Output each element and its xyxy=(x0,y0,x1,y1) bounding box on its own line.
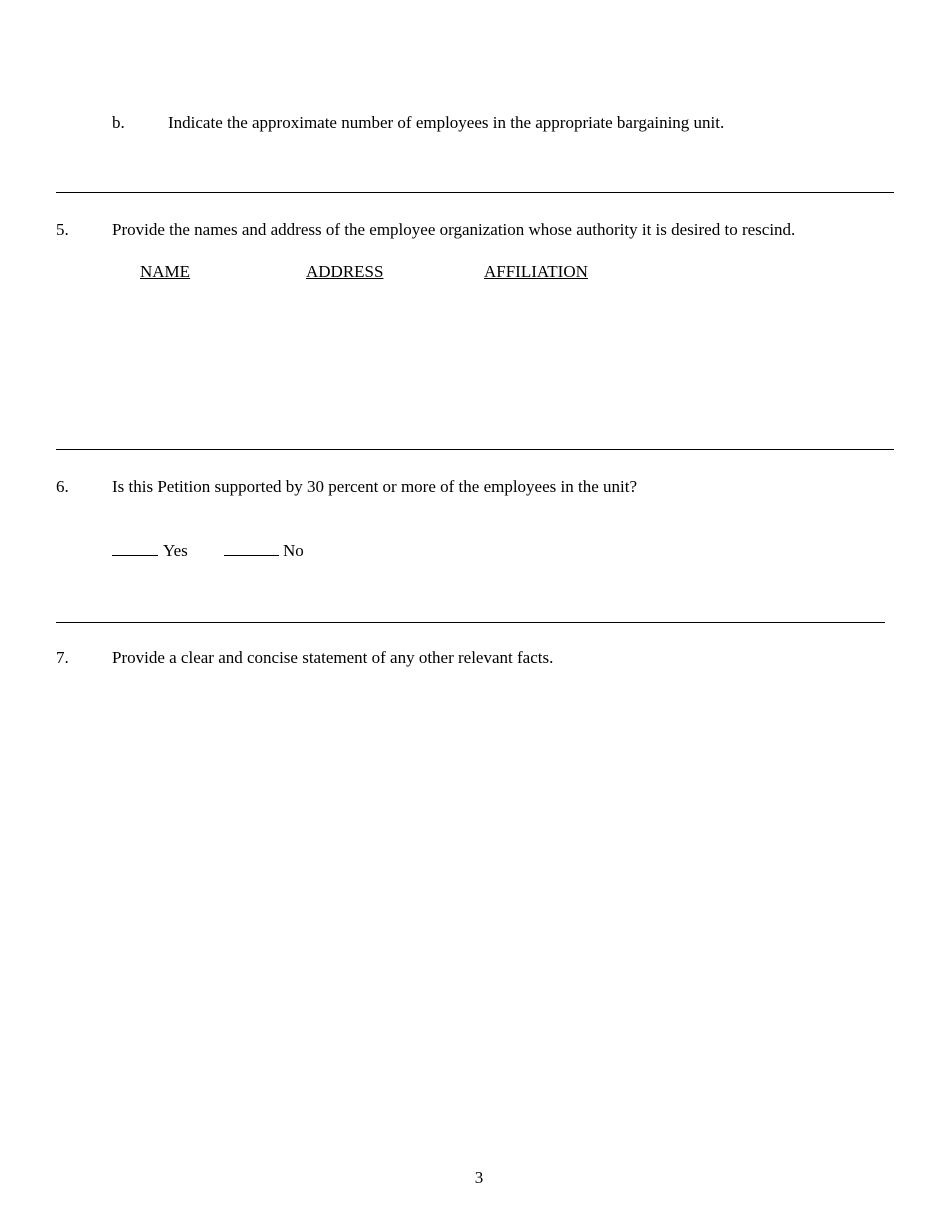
yes-option[interactable] xyxy=(112,541,188,561)
item-7-answer-area[interactable] xyxy=(56,680,894,1140)
item-5-answer-area[interactable] xyxy=(56,292,894,442)
yes-blank[interactable] xyxy=(112,541,158,556)
item-7-number: 7. xyxy=(56,648,69,667)
yes-label: Yes xyxy=(163,541,188,560)
item-5-number: 5. xyxy=(56,220,69,239)
column-header-affiliation: AFFILIATION xyxy=(484,262,588,281)
item-4b-text: Indicate the approximate number of employees in the appropriate bargaining unit. xyxy=(168,113,725,132)
divider-3 xyxy=(56,622,885,623)
item-6-number: 6. xyxy=(56,477,69,496)
item-5-text: Provide the names and address of the employee organization whose authority it is desired to rescind. xyxy=(112,220,796,239)
column-header-address: ADDRESS xyxy=(306,262,384,281)
no-label: No xyxy=(283,541,304,560)
item-6-text: Is this Petition supported by 30 percent or more of the employees in the unit? xyxy=(112,477,637,496)
divider-1 xyxy=(56,192,894,193)
item-7-text: Provide a clear and concise statement of any other relevant facts. xyxy=(112,648,554,667)
item-4b-answer-area[interactable] xyxy=(56,150,894,192)
column-header-name: NAME xyxy=(140,262,191,281)
no-option[interactable] xyxy=(224,541,304,561)
page-number: 3 xyxy=(474,1168,484,1187)
divider-2 xyxy=(56,449,894,450)
item-4b-label: b. xyxy=(112,113,125,132)
no-blank[interactable] xyxy=(224,541,279,556)
